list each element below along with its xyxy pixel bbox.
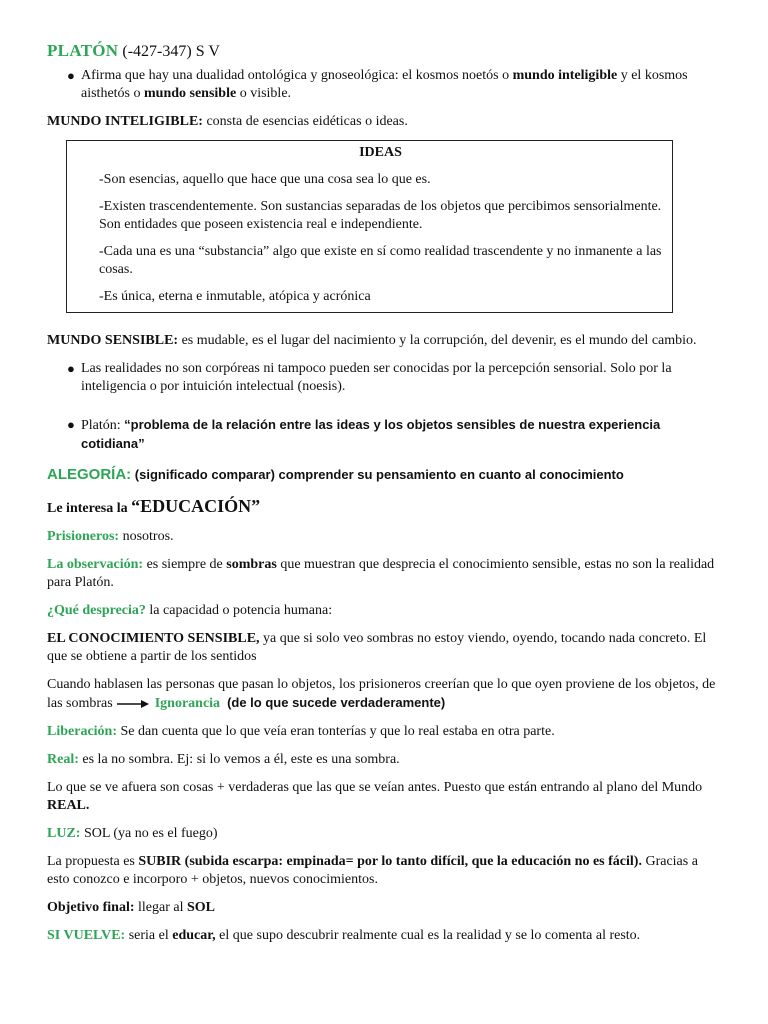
ideas-item: -Existen trascendentemente. Son sustancias separadas de los objetos que percibimos sensorialmente. Son entidades que poseen existencia real e independiente. xyxy=(99,199,662,232)
intro-text-2: y el kosmos aisthetós o xyxy=(81,68,688,101)
prisioneros-label: Prisioneros: xyxy=(47,529,120,544)
luz-paragraph xyxy=(47,825,722,843)
mundo-sensible-text: es mudable, es el lugar del nacimiento y la corrupción, del devenir, es el mundo del cambio. xyxy=(178,333,697,348)
intro-bullet xyxy=(47,67,722,103)
intro-text-3: o visible. xyxy=(236,86,292,101)
educacion-pre: Le interesa la xyxy=(47,501,132,516)
real-label: Real: xyxy=(47,752,79,767)
desprecia-label: ¿Qué desprecia? xyxy=(47,603,146,618)
desprecia-paragraph xyxy=(47,602,722,620)
ignorancia-label: Ignorancia xyxy=(154,696,221,711)
si-vuelve-bold: educar, xyxy=(172,928,216,943)
cuando-paragraph xyxy=(47,676,722,713)
real-text: es la no sombra. Ej: si lo vemos a él, este es una sombra. xyxy=(78,752,400,767)
alegoria-paragraph xyxy=(47,466,722,485)
arrow-right-icon xyxy=(117,699,149,709)
propuesta-post: Gracias a esto conozco e incorporo + objetos, nuevos conocimientos. xyxy=(47,854,698,887)
liberacion-label: Liberación: xyxy=(47,724,117,739)
objetivo-label: Objetivo final: xyxy=(47,900,135,915)
liberacion-paragraph xyxy=(47,723,722,741)
cuando-text: Cuando hablasen las personas que pasan lo objetos, los prisioneros creerían que lo que oyen proviene de los objetos, de las sombras xyxy=(47,677,716,711)
real-paragraph xyxy=(47,751,722,769)
propuesta-bold: SUBIR (subida escarpa: empinada= por lo tanto difícil, que la educación no es fácil). xyxy=(138,854,642,869)
prisioneros-paragraph xyxy=(47,528,722,546)
observacion-label: La observación: xyxy=(47,557,144,572)
afuera-paragraph xyxy=(47,779,722,815)
mundo-inteligible-paragraph xyxy=(47,113,722,131)
bullet-icon: ● xyxy=(67,68,75,83)
ideas-heading: IDEAS xyxy=(359,145,402,160)
mundo-sensible-label: MUNDO SENSIBLE: xyxy=(47,333,179,348)
alegoria-label: ALEGORÍA: xyxy=(47,466,132,483)
objetivo-paragraph xyxy=(47,899,722,917)
prisioneros-text: nosotros. xyxy=(119,529,174,544)
educacion-paragraph xyxy=(47,497,722,518)
intro-bold-2: mundo sensible xyxy=(144,86,237,101)
ideas-item: -Cada una es una “substancia” algo que existe en sí como realidad trascendente y no inmanente a las cosas. xyxy=(99,244,662,277)
conocimiento-paragraph xyxy=(47,630,722,666)
educacion-word: “EDUCACIÓN” xyxy=(131,496,261,516)
observacion-bold: sombras xyxy=(226,557,277,572)
intro-bold-1: mundo inteligible xyxy=(512,68,618,83)
si-vuelve-pre: seria el xyxy=(125,928,173,943)
intro-text-1: Afirma que hay una dualidad ontológica y gnoseológica: el kosmos noetós o xyxy=(81,68,513,83)
ideas-item: -Es única, eterna e inmutable, atópica y acrónica xyxy=(99,289,371,304)
si-vuelve-paragraph xyxy=(47,927,722,945)
conocimiento-text: ya que si solo veo sombras no estoy viendo, oyendo, tocando nada concreto. El que se obtiene a partir de los sentidos xyxy=(47,631,707,664)
ideas-item: -Son esencias, aquello que hace que una cosa sea lo que es. xyxy=(99,172,431,187)
si-vuelve-label: SI VUELVE: xyxy=(47,928,126,943)
observacion-paragraph xyxy=(47,556,722,592)
afuera-bold: REAL. xyxy=(47,798,90,813)
sensible-bullet-2 xyxy=(47,416,722,454)
observacion-pre: es siempre de xyxy=(143,557,227,572)
sensible-bullet-2-bold: “problema de la relación entre las ideas y los objetos sensibles de nuestra experiencia cotidiana” xyxy=(81,417,661,451)
document-page xyxy=(47,42,722,945)
bullet-icon: ● xyxy=(67,417,75,432)
bullet-icon: ● xyxy=(67,361,75,376)
observacion-post: que muestran que desprecia el conocimiento sensible, estas no son la realidad para Platón. xyxy=(47,557,715,590)
ideas-box xyxy=(66,140,673,313)
mundo-inteligible-label: MUNDO INTELIGIBLE: xyxy=(47,114,203,129)
cuando-bold: (de lo que sucede verdaderamente) xyxy=(227,695,446,710)
objetivo-pre: llegar al xyxy=(134,900,187,915)
luz-label: LUZ: xyxy=(47,826,81,841)
title-name: PLATÓN xyxy=(47,41,119,60)
afuera-text: Lo que se ve afuera son cosas + verdaderas que las que se veían antes. Puesto que están entrando al plano del Mundo xyxy=(47,780,703,795)
liberacion-text: Se dan cuenta que lo que veía eran tonterías y que lo real estaba en otra parte. xyxy=(117,724,555,739)
sensible-bullet-2-pre: Platón: xyxy=(81,418,125,433)
page-title xyxy=(47,42,722,61)
luz-text: SOL (ya no es el fuego) xyxy=(80,826,218,841)
conocimiento-bold: EL CONOCIMIENTO SENSIBLE, xyxy=(47,631,260,646)
sensible-bullet-1-text: Las realidades no son corpóreas ni tampoco pueden ser conocidas por la percepción sensorial. Solo por la inteligencia o por intuición intelectual (noesis). xyxy=(81,361,672,394)
propuesta-paragraph xyxy=(47,853,722,889)
objetivo-bold: SOL xyxy=(186,900,215,915)
title-dates: (-427-347) S V xyxy=(122,43,220,60)
sensible-bullet-1 xyxy=(47,360,722,396)
mundo-sensible-paragraph xyxy=(47,332,722,350)
propuesta-pre: La propuesta es xyxy=(47,854,139,869)
desprecia-text: la capacidad o potencia humana: xyxy=(145,603,333,618)
alegoria-text: (significado comparar) comprender su pensamiento en cuanto al conocimiento xyxy=(131,467,624,482)
mundo-inteligible-text: consta de esencias eidéticas o ideas. xyxy=(202,114,408,129)
si-vuelve-post: el que supo descubrir realmente cual es la realidad y se lo comenta al resto. xyxy=(215,928,641,943)
